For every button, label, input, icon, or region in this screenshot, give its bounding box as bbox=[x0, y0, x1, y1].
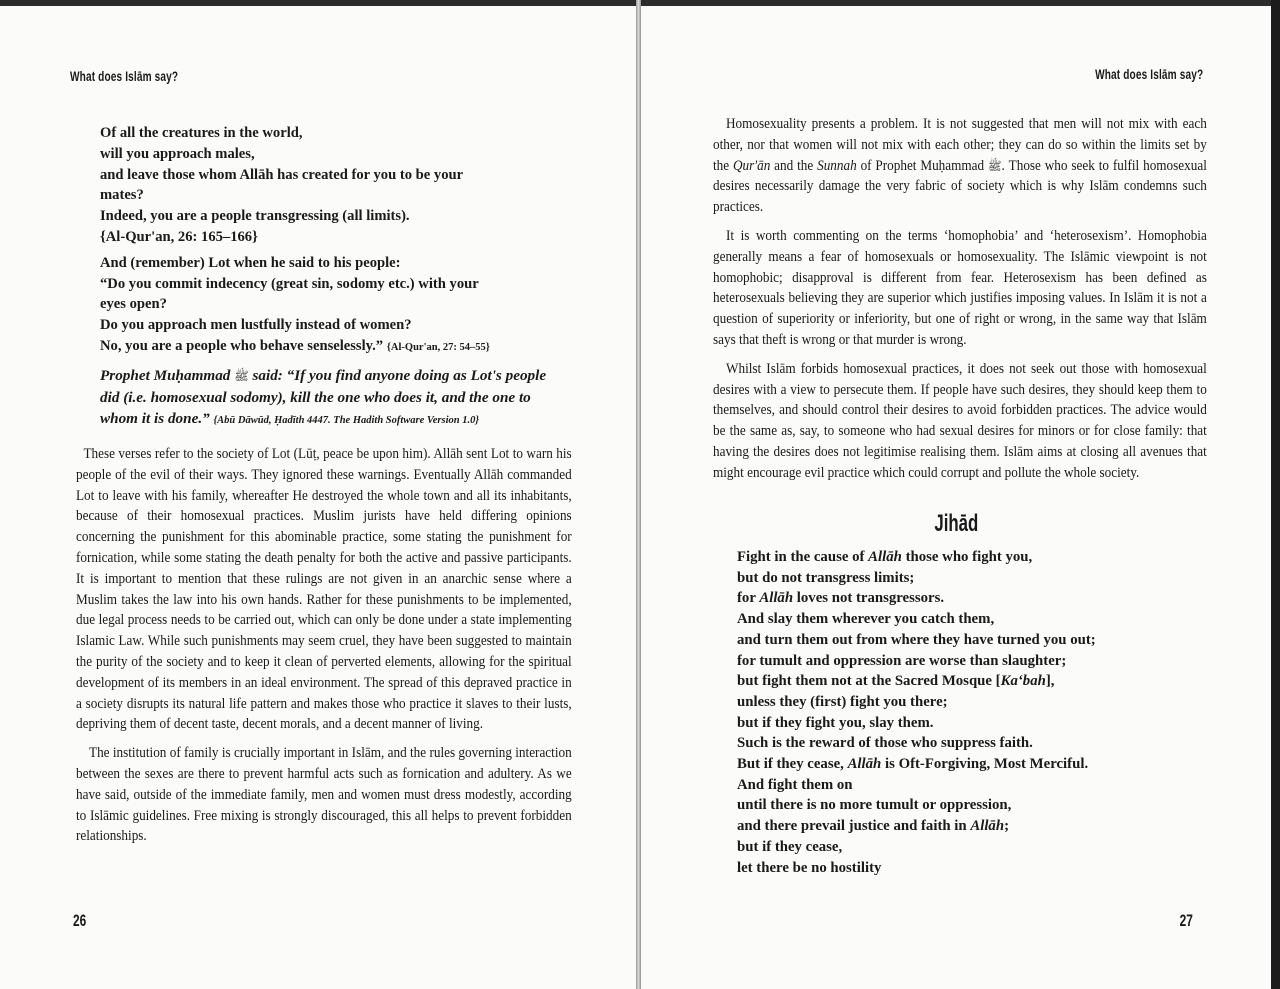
verse-line: eyes open? bbox=[100, 296, 167, 313]
verse-line: until there is no more tumult or oppression, bbox=[737, 797, 1012, 814]
verse-line: will you approach males, bbox=[100, 145, 255, 162]
running-head: What does Islām say? bbox=[70, 68, 179, 84]
verse-line: and leave those whom Allāh has created for you to be your bbox=[100, 166, 464, 183]
verse-line bbox=[737, 547, 1237, 568]
verse-line: let there be no hostility bbox=[737, 859, 882, 876]
verse-line: Of all the creatures in the world, bbox=[100, 125, 303, 141]
paragraph-text: Homosexuality presents a problem. It is not suggested that men will not mix with each other, nor that women will not mix with each other; they can do so within the limits set by the bbox=[713, 116, 1207, 174]
verse-line: for tumult and oppression are worse than slaughter; bbox=[737, 652, 1067, 669]
verse-line: And (remember) Lot when he said to his people: bbox=[100, 254, 401, 271]
hadith-intro: Prophet Muḥammad bbox=[100, 366, 231, 384]
paragraph-text: and the bbox=[774, 157, 814, 174]
verse-text: but fight them not at the Sacred Mosque [ bbox=[737, 673, 1001, 690]
scan-edge bbox=[1271, 0, 1280, 989]
hadith-citation: {Abū Dāwūd, Ḥadīth 4447. The Hadith Software Version 1.0} bbox=[213, 414, 479, 426]
jihad-verse-block bbox=[737, 547, 1237, 878]
verse-line: “Do you commit indecency (great sin, sodomy etc.) with your bbox=[100, 275, 479, 292]
paragraph-text: of Prophet Muḥammad bbox=[860, 157, 985, 174]
verse-citation: {Al-Qur'an, 27: 54–55} bbox=[386, 341, 490, 353]
verse-text: Allāh bbox=[847, 756, 882, 773]
paragraph: These verses refer to the society of Lot (Lūṭ, peace be upon him). Allāh sent Lot to warn his people of the evil of their ways. They ignored these warnings. Eventually Allāh commanded Lot to leave with his family, whereafter He destroyed the whole town and all its inhabitants, because of their homosexual practices. Muslim jurists have held differing opinions concerning the punishment for this abominable practice, some stating the punishment for fornication, while some stating the death penalty for both the active and passive participants. It is important to mention that these rulings are not given in an anarchic sense where a Muslim takes the law into his own hands. Rather for these punishments to be implemented, due legal process needs to be carried out, which can only be done under a state implementing Islamic Law. While such punishments may seem cruel, they have been suggested to maintain the purity of the society and to keep it clean of perverted elements, allowing for the spiritual development of its members in an ideal environment. The spread of this depraved practice in a society disrupts its natural life pattern and makes those who practice it slaves to their lusts, depriving them of decent taste, decent morals, and a decent manner of living. bbox=[76, 446, 572, 733]
right-body-text bbox=[713, 114, 1207, 492]
term-quran: Qur'ān bbox=[733, 157, 771, 174]
verse-text: for bbox=[737, 590, 756, 607]
paragraph: Whilst Islām forbids homosexual practices, it does not seek out those with homosexual desires with a view to persecute them. If people have such desires, they should keep them to themselves, and should control their desires to avoid forbidden practices. The advice would be the same as, say, to someone who had sexual desires for minors or for close family: that having the desires does not legitimise realising them. Islām aims at closing all avenues that might encourage evil practice which could corrupt and pollute the whole society. bbox=[713, 360, 1207, 481]
paragraph-text: . Those who seek to fulfil homosexual desires necessarily damage the very fabric of society which is why Islām condemns such practices. bbox=[713, 157, 1207, 216]
verse-line: Do you approach men lustfully instead of women? bbox=[100, 317, 412, 334]
quran-verse-block bbox=[100, 123, 600, 431]
right-page bbox=[641, 6, 1271, 989]
verse-line bbox=[737, 816, 1237, 837]
verse-line: and turn them out from where they have turned you out; bbox=[737, 631, 1096, 648]
verse-citation: {Al-Qur'an, 26: 165–166} bbox=[100, 228, 258, 245]
verse-line: unless they (first) fight you there; bbox=[737, 693, 948, 710]
verse-line bbox=[737, 754, 1237, 775]
page-number: 26 bbox=[73, 911, 87, 930]
page-number: 27 bbox=[1179, 911, 1193, 930]
verse-line: but do not transgress limits; bbox=[737, 569, 915, 586]
verse-text: Ka‘bah bbox=[1000, 673, 1046, 690]
verse-text: Fight in the cause of bbox=[737, 549, 865, 565]
section-heading bbox=[641, 510, 1271, 538]
verse-line: No, you are a people who behave senselessly.” bbox=[100, 337, 384, 354]
verse-line-with-citation bbox=[100, 336, 600, 359]
verse-text: ], bbox=[1045, 673, 1055, 690]
term-sunnah: Sunnah bbox=[817, 157, 857, 174]
verse-line: And fight them on bbox=[737, 776, 853, 793]
verse-line: Indeed, you are a people transgressing (all limits). bbox=[100, 208, 410, 225]
verse-text: ; bbox=[1004, 818, 1010, 835]
salutation-symbol: ﷺ bbox=[234, 368, 249, 383]
verse-line bbox=[737, 588, 1237, 609]
hadith-quote bbox=[100, 365, 555, 431]
verse-line: but if they cease, bbox=[737, 838, 843, 855]
hadith-text: said: “If you find anyone doing as Lot's people did (i.e. homosexual sodomy), kill the one who does it, and the one to whom it is done.” bbox=[100, 366, 547, 427]
verse-line: but if they fight you, slay them. bbox=[737, 714, 934, 731]
verse-text: those who fight you, bbox=[905, 549, 1033, 565]
left-body-text bbox=[76, 444, 572, 855]
paragraph bbox=[713, 114, 1207, 218]
verse-line: Such is the reward of those who suppress faith. bbox=[737, 735, 1033, 752]
verse-line: mates? bbox=[100, 187, 144, 204]
verse-group-1 bbox=[100, 123, 600, 359]
verse-line: And slay them wherever you catch them, bbox=[737, 611, 995, 628]
left-page bbox=[0, 6, 636, 989]
section-heading-text: Jihād bbox=[934, 510, 978, 537]
verse-text: Allāh bbox=[868, 549, 902, 565]
verse-text: is Oft-Forgiving, Most Merciful. bbox=[885, 756, 1089, 773]
verse-text: But if they cease, bbox=[737, 756, 844, 773]
verse-line bbox=[737, 671, 1237, 692]
verse-text: and there prevail justice and faith in bbox=[737, 818, 967, 835]
paragraph: It is worth commenting on the terms ‘homophobia’ and ‘heterosexism’. Homophobia generally means a fear of homosexuals or homosexuality. The Islāmic viewpoint is not homophobic; disapproval is different from fear. Heterosexism has been defined as heterosexuals believing they are superior which justifies imposing values. In Islām it is not a question of superiority or inferiority, but one of right or wrong, in the same way that Islām says that theft is wrong or that murder is wrong. bbox=[713, 227, 1207, 348]
running-head: What does Islām say? bbox=[1094, 66, 1203, 82]
salutation-symbol: ﷺ bbox=[988, 158, 1002, 173]
verse-text: Allāh bbox=[759, 590, 794, 607]
verse-text: loves not transgressors. bbox=[796, 590, 945, 607]
paragraph: The institution of family is crucially important in Islām, and the rules governing interaction between the sexes are there to prevent harmful acts such as fornication and adultery. As we have said, outside of the immediate family, men and women must dress modestly, according to Islāmic guidelines. Free mixing is strongly discouraged, this all helps to prevent forbidden relationships. bbox=[76, 745, 572, 845]
verse-text: Allāh bbox=[970, 818, 1005, 835]
